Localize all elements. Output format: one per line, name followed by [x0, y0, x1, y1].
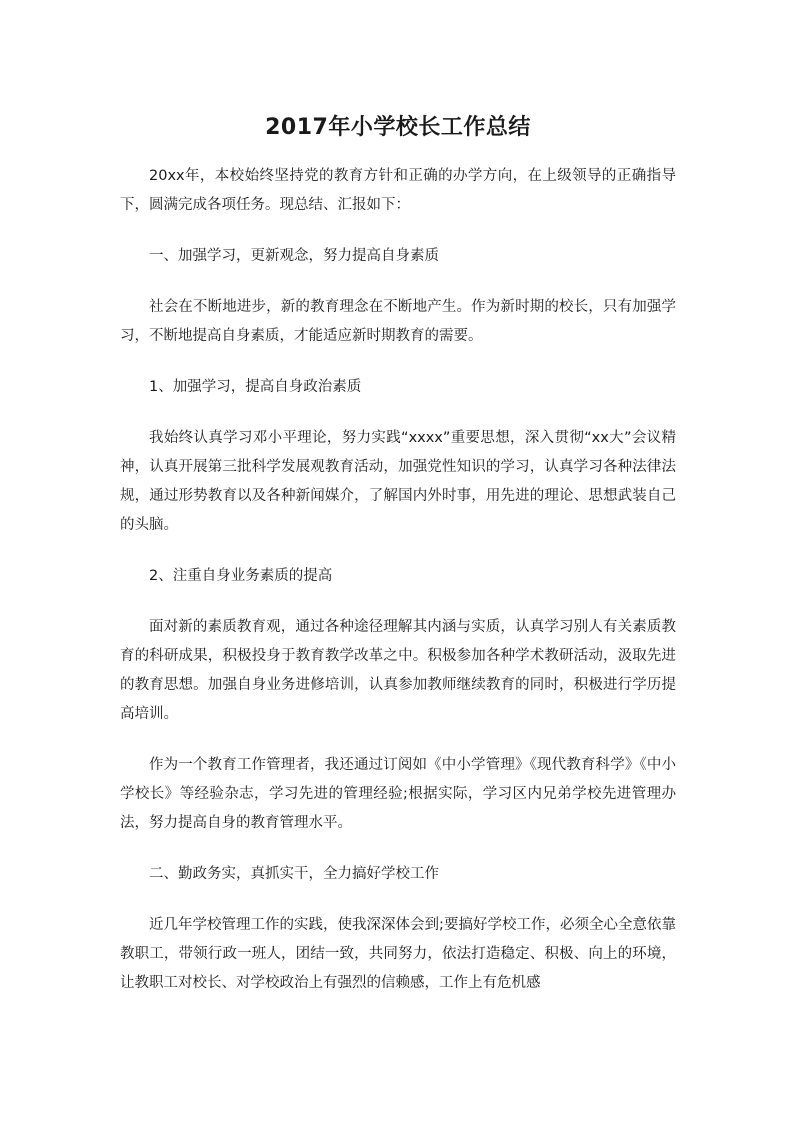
- subsection-heading-2: 2、注重自身业务素质的提高: [149, 568, 333, 584]
- section-heading-2: 二、勤政务实，真抓实干，全力搞好学校工作: [149, 866, 439, 882]
- document-title: 2017年小学校长工作总结: [265, 115, 531, 140]
- paragraph-practice: 近几年学校管理工作的实践，使我深深体会到;要搞好学校工作，必须全心全意依靠教职工，带领行政一班人，团结一致，共同努力，依法打造稳定、积极、向上的环境，让教职工对校长、对学校政治上有强烈的信赖感，工作上有危机感: [120, 917, 676, 991]
- paragraph-society: 社会在不断地进步，新的教育理念在不断地产生。作为新时期的校长，只有加强学习，不断地提高自身素质，才能适应新时期教育的需要。: [120, 299, 676, 344]
- paragraph-management: 作为一个教育工作管理者，我还通过订阅如《中小学管理》《现代教育科学》《中小学校长》等经验杂志，学习先进的管理经验;根据实际，学习区内兄弟学校先进管理办法，努力提高自身的教育管理水平。: [120, 757, 676, 831]
- subsection-heading-1: 1、加强学习，提高自身政治素质: [149, 379, 362, 395]
- paragraph-political-study: 我始终认真学习邓小平理论，努力实践“xxxx”重要思想，深入贯彻“xx大”会议精神，认真开展第三批科学发展观教育活动，加强党性知识的学习，认真学习各种法律法规，通过形势教育以及各种新闻媒介，了解国内外时事，用先进的理论、思想武装自己的头脑。: [120, 430, 676, 533]
- paragraph-professional: 面对新的素质教育观，通过各种途径理解其内涵与实质，认真学习别人有关素质教育的科研成果，积极投身于教育教学改革之中。积极参加各种学术教研活动，汲取先进的教育思想。加强自身业务进修培训，认真参加教师继续教育的同时，积极进行学历提高培训。: [120, 619, 676, 722]
- paragraph-intro: 20xx年，本校始终坚持党的教育方针和正确的办学方向，在上级领导的正确指导下，圆满完成各项任务。现总结、汇报如下：: [120, 168, 676, 213]
- section-heading-1: 一、加强学习，更新观念，努力提高自身素质: [149, 248, 439, 264]
- document-page: [120, 110, 676, 1020]
